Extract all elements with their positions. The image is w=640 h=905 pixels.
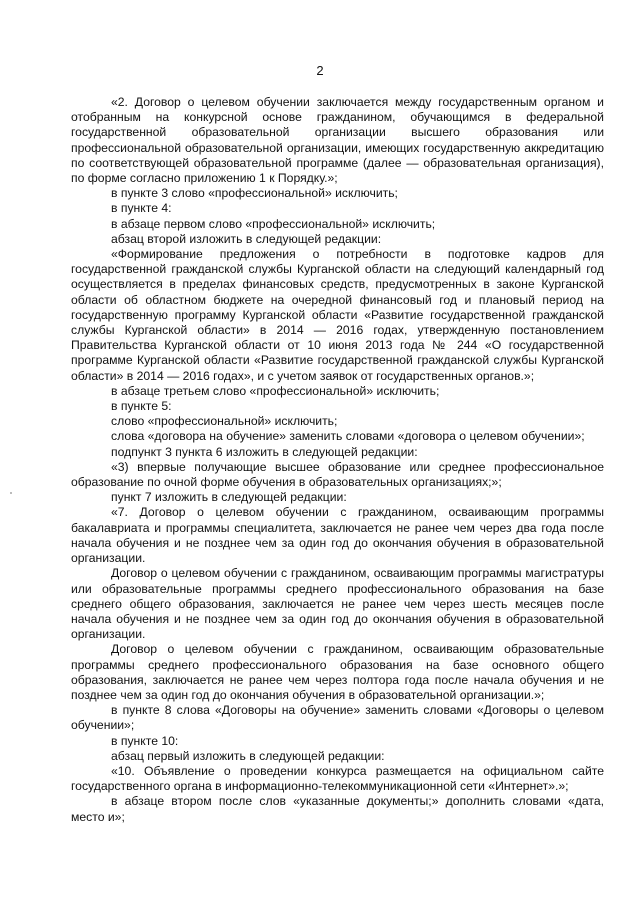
paragraph: в абзаце первом слово «профессиональной» исключить; bbox=[111, 216, 436, 231]
paragraph: абзац первый изложить в следующей редакции: bbox=[111, 748, 385, 763]
paragraph: слова «договора на обучение» заменить словами «договора о целевом обучении»; bbox=[111, 429, 585, 444]
paragraph: «7. Договор о целевом обучении с гражданином, осваивающим программы бакалавриата и программы специалитета, заключается не ранее чем через два года после начала обучения и не позднее чем за один год до окончания обучения в образовательной организации. bbox=[71, 505, 604, 566]
paragraph: в пункте 4: bbox=[111, 201, 172, 216]
paragraph: «3) впервые получающие высшее образование или среднее профессиональное образование по очной форме обучения в образовательных организациях;»; bbox=[71, 459, 604, 490]
paragraph: абзац второй изложить в следующей редакции: bbox=[111, 231, 382, 246]
document-body bbox=[71, 95, 604, 825]
paragraph: пункт 7 изложить в следующей редакции: bbox=[111, 490, 347, 505]
paragraph: «10. Объявление о проведении конкурса размещается на официальном сайте государственного органа в информационно-телекоммуникационной сети «Интернет».»; bbox=[71, 763, 604, 794]
paragraph: подпункт 3 пункта 6 изложить в следующей редакции: bbox=[111, 444, 418, 459]
paragraph: «Формирование предложения о потребности в подготовке кадров для государственной гражданской службы Курганской области на следующий календарный год осуществляется в пределах финансовых средств, предусмотренных в законе Курганской области об областном бюджете на очередной финансовый год и плановый период на государственную программу Курганской области «Развитие государственной гражданской службы Курганской области» в 2014 — 2016 годах, утвержденную постановлением Правительства Курганской области от 10 июня 2013 года № 244 «О государственной программе Курганской области «Развитие государственной гражданской службы Курганской области» в 2014 — 2016 годах», и с учетом заявок от государственных органов.»; bbox=[71, 247, 604, 383]
paragraph: Договор о целевом обучении с гражданином, осваивающим образовательные программы среднего профессионального образования на базе основного общего образования, заключается не ранее чем через полтора года после начала обучения и не позднее чем за один год до окончания обучения в образовательной организации.»; bbox=[71, 642, 604, 702]
paragraph: слово «профессиональной» исключить; bbox=[111, 414, 338, 429]
paragraph: в пункте 10: bbox=[111, 733, 179, 748]
paragraph: в абзаце втором после слов «указанные документы;» дополнить словами «дата, место и»; bbox=[71, 794, 604, 824]
page-number: 2 bbox=[316, 63, 324, 78]
paragraph: в пункте 5: bbox=[111, 399, 172, 414]
paragraph: Договор о целевом обучении с гражданином, осваивающим программы магистратуры или образовательные программы среднего профессионального образования на базе среднего общего образования, заключается не ранее чем через шесть месяцев после начала обучения и не позднее чем за один год до окончания обучения в образовательной организации. bbox=[71, 566, 604, 642]
paragraph: «2. Договор о целевом обучении заключается между государственным органом и отобранным на конкурсной основе гражданином, обучающимся в федеральной государственной образовательной организации высшего образования или профессиональной образовательной организации, имеющих государственную аккредитацию по соответствующей образовательной программе (далее — образовательная организация), по форме согласно приложению 1 к Порядку.»; bbox=[71, 95, 604, 186]
scan-dot bbox=[10, 492, 12, 494]
paragraph: в пункте 3 слово «профессиональной» исключить; bbox=[111, 186, 398, 201]
paragraph: в пункте 8 слова «Договоры на обучение» заменить словами «Договоры о целевом обучении»; bbox=[71, 703, 604, 733]
paragraph: в абзаце третьем слово «профессиональной» исключить; bbox=[111, 383, 440, 398]
